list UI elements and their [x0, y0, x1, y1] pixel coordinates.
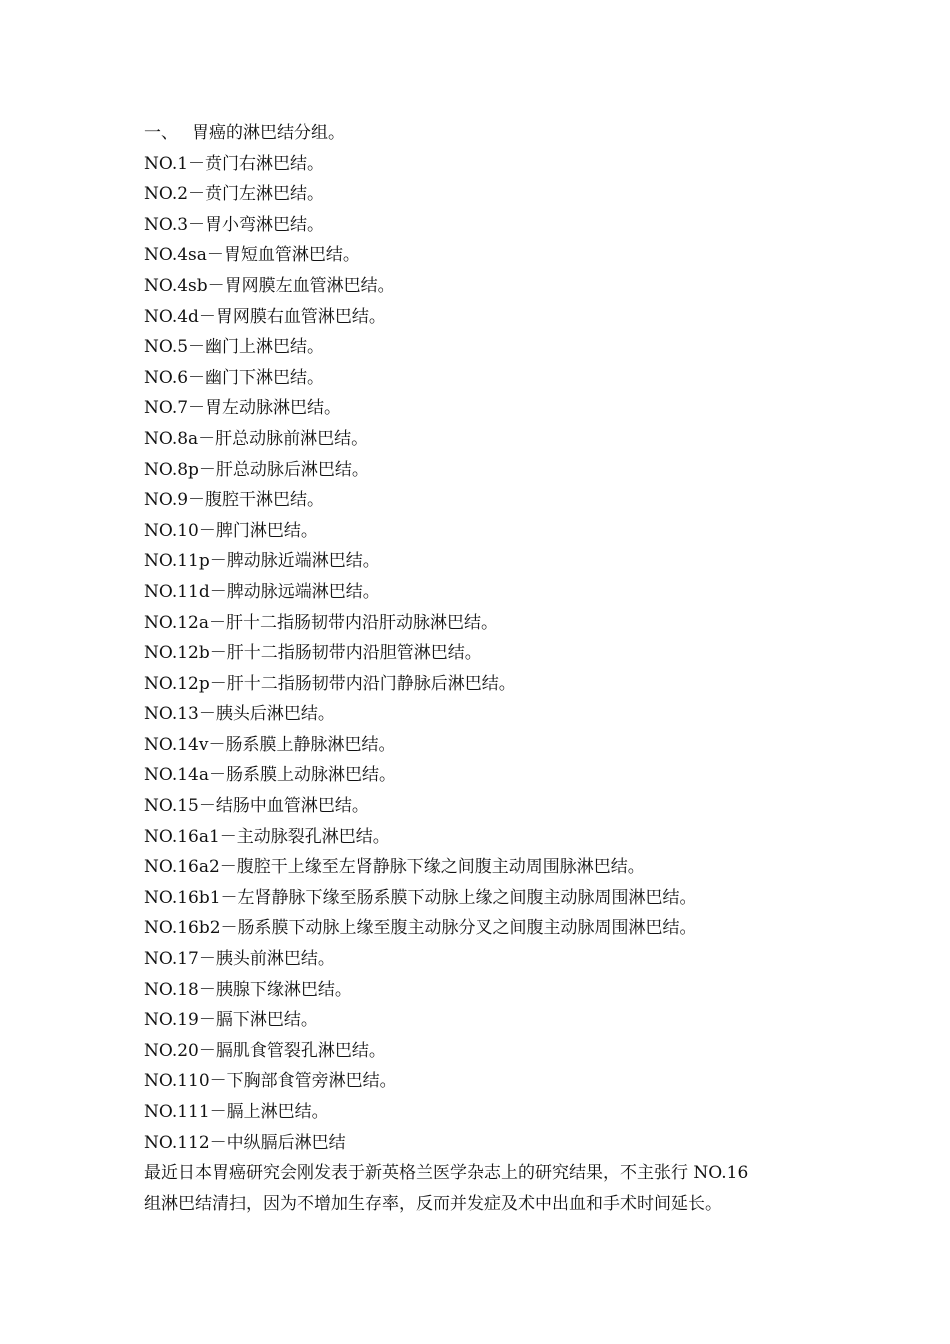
section-title: 胃癌的淋巴结分组。	[192, 123, 345, 143]
list-item: NO.4sa－胃短血管淋巴结。	[144, 245, 360, 266]
list-item: NO.13－胰头后淋巴结。	[144, 704, 335, 725]
list-item: NO.111－膈上淋巴结。	[144, 1102, 329, 1122]
list-item: NO.20－膈肌食管裂孔淋巴结。	[144, 1040, 386, 1061]
list-item: NO.14a－肠系膜上动脉淋巴结。	[144, 765, 396, 786]
list-item: NO.19－膈下淋巴结。	[144, 1010, 318, 1031]
paragraph-line: 组淋巴结清扫，因为不增加生存率，反而并发症及术中出血和手术时间延长。	[144, 1193, 722, 1214]
lymph-node-group-list	[144, 149, 824, 1159]
list-item: NO.5－幽门上淋巴结。	[144, 337, 325, 358]
list-item: NO.12b－肝十二指肠韧带内沿胆管淋巴结。	[144, 643, 482, 664]
list-item: NO.14v－肠系膜上静脉淋巴结。	[144, 734, 396, 755]
list-item: NO.15－结肠中血管淋巴结。	[144, 796, 369, 817]
document-body	[144, 118, 824, 1219]
list-item: NO.16a1－主动脉裂孔淋巴结。	[144, 826, 390, 847]
list-item: NO.4sb－胃网膜左血管淋巴结。	[144, 275, 395, 296]
section-number: 一、	[144, 123, 178, 143]
list-item: NO.8p－肝总动脉后淋巴结。	[144, 459, 369, 480]
list-item: NO.11p－脾动脉近端淋巴结。	[144, 551, 380, 572]
list-item: NO.112－中纵膈后淋巴结	[144, 1132, 346, 1153]
list-item: NO.12a－肝十二指肠韧带内沿肝动脉淋巴结。	[144, 612, 498, 633]
list-item: NO.3－胃小弯淋巴结。	[144, 214, 325, 235]
list-item: NO.16b2－肠系膜下动脉上缘至腹主动脉分叉之间腹主动脉周围淋巴结。	[144, 918, 697, 939]
list-item: NO.10－脾门淋巴结。	[144, 520, 318, 541]
closing-paragraph	[144, 1158, 824, 1219]
list-item: NO.2－贲门左淋巴结。	[144, 184, 325, 205]
list-item: NO.11d－脾动脉远端淋巴结。	[144, 581, 380, 602]
list-item: NO.9－腹腔干淋巴结。	[144, 490, 325, 511]
list-item: NO.7－胃左动脉淋巴结。	[144, 398, 342, 419]
list-item: NO.4d－胃网膜右血管淋巴结。	[144, 306, 386, 327]
list-item: NO.1－贲门右淋巴结。	[144, 153, 325, 174]
list-item: NO.6－幽门下淋巴结。	[144, 367, 325, 388]
section-heading	[144, 118, 824, 149]
list-item: NO.16a2－腹腔干上缘至左肾静脉下缘之间腹主动周围脉淋巴结。	[144, 857, 645, 878]
list-item: NO.18－胰腺下缘淋巴结。	[144, 979, 352, 1000]
list-item: NO.17－胰头前淋巴结。	[144, 949, 335, 970]
list-item: NO.8a－肝总动脉前淋巴结。	[144, 428, 369, 449]
list-item: NO.12p－肝十二指肠韧带内沿门静脉后淋巴结。	[144, 673, 516, 694]
list-item: NO.16b1－左肾静脉下缘至肠系膜下动脉上缘之间腹主动脉周围淋巴结。	[144, 887, 697, 908]
list-item: NO.110－下胸部食管旁淋巴结。	[144, 1071, 397, 1092]
paragraph-line: 最近日本胃癌研究会刚发表于新英格兰医学杂志上的研究结果，不主张行 NO.16	[144, 1163, 749, 1184]
